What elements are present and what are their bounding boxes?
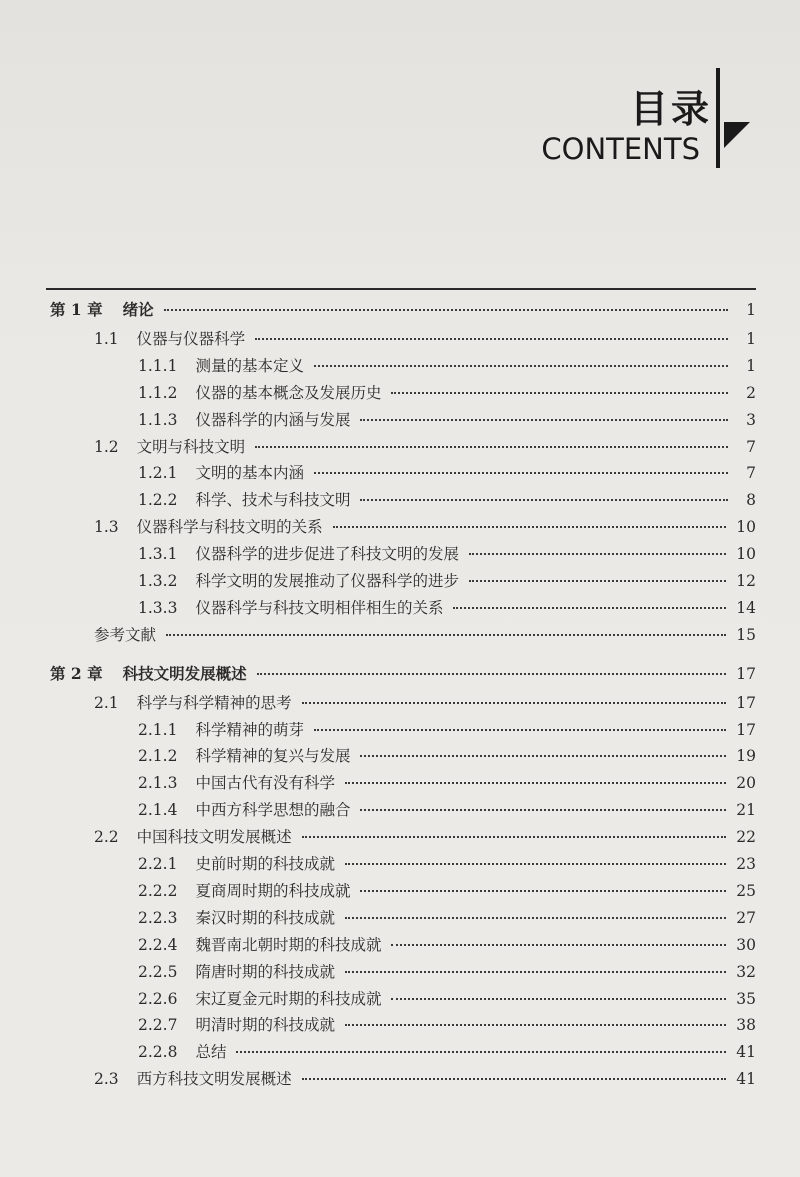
toc-subsection-entry — [138, 718, 756, 740]
toc-page-number: 7 — [746, 464, 756, 483]
toc-dot-leader — [302, 836, 727, 838]
toc-page-number: 21 — [736, 801, 756, 820]
toc-page-number: 17 — [736, 693, 756, 712]
title-vertical-rule — [716, 68, 720, 168]
toc-subsection-entry — [138, 744, 756, 766]
toc-page-number: 22 — [736, 828, 756, 847]
toc-entry-title: 科学、技术与科技文明 — [195, 491, 351, 510]
toc-dot-leader — [360, 755, 726, 757]
toc-dot-leader — [360, 419, 728, 421]
toc-subsection-entry — [138, 906, 756, 928]
toc-dot-leader — [314, 472, 728, 474]
toc-page-number: 30 — [736, 935, 756, 954]
toc-subsection-entry — [138, 569, 756, 591]
toc-page-number: 7 — [746, 437, 756, 456]
toc-dot-leader — [391, 944, 726, 946]
top-rule — [46, 288, 756, 290]
toc-page-number: 14 — [736, 598, 756, 617]
toc-section-entry — [94, 691, 756, 713]
toc-entry-number: 1.3 — [94, 518, 119, 537]
toc-dot-leader — [345, 782, 726, 784]
toc-subsection-entry — [138, 960, 756, 982]
toc-dot-leader — [164, 309, 728, 311]
toc-dot-leader — [469, 580, 726, 582]
toc-dot-leader — [333, 526, 727, 528]
toc-page-number: 23 — [736, 855, 756, 873]
toc-entry-number: 2.2 — [94, 828, 119, 847]
toc-dot-leader — [391, 392, 728, 394]
toc-chapter-entry — [50, 298, 756, 320]
toc-dot-leader — [391, 998, 726, 1000]
toc-page-number: 1 — [746, 329, 756, 348]
toc-entry-title: 测量的基本定义 — [195, 356, 304, 375]
toc-dot-leader — [314, 729, 726, 731]
toc-dot-leader — [236, 1051, 726, 1053]
toc-subsection-entry — [138, 461, 756, 483]
toc-page-number: 38 — [736, 1016, 756, 1035]
toc-entry-number: 1.3.2 — [138, 572, 178, 590]
toc-dot-leader — [255, 338, 728, 340]
toc-entry-number: 2.2.2 — [138, 881, 178, 900]
toc-entry-title: 参考文献 — [94, 625, 157, 644]
toc-dot-leader — [360, 809, 726, 811]
toc-entry-number: 1.1.2 — [138, 383, 178, 402]
toc-page-number: 19 — [736, 747, 756, 766]
toc-entry-title: 仪器科学的进步促进了科技文明的发展 — [195, 545, 459, 564]
toc-chapter-entry — [50, 662, 756, 684]
toc-entry-title: 秦汉时期的科技成就 — [195, 908, 335, 927]
toc-entry-title: 宋辽夏金元时期的科技成就 — [195, 989, 382, 1008]
toc-entry-title: 西方科技文明发展概述 — [136, 1070, 292, 1089]
toc-page-number: 27 — [736, 908, 756, 927]
toc-dot-leader — [469, 553, 726, 555]
toc-entry-number: 第 1 章 — [50, 300, 103, 319]
title-corner-triangle — [724, 122, 750, 148]
toc-subsection-entry — [138, 771, 756, 793]
toc-subsection-entry — [138, 381, 756, 403]
toc-section-entry — [94, 435, 756, 457]
toc-page-number: 8 — [746, 491, 756, 510]
toc-subsection-entry — [138, 987, 756, 1009]
toc-entry-number: 2.2.6 — [138, 989, 178, 1008]
title-chinese: 目录 — [629, 87, 712, 131]
toc-entry-title: 文明的基本内涵 — [195, 464, 304, 483]
toc-page-number: 1 — [746, 301, 756, 319]
toc-entry-title: 文明与科技文明 — [136, 437, 246, 456]
toc-entry-title: 科学与科学精神的思考 — [136, 693, 292, 712]
toc-page-number: 10 — [736, 518, 756, 537]
toc-entry-number: 2.1 — [94, 693, 119, 712]
toc-entry-title: 魏晋南北朝时期的科技成就 — [195, 935, 382, 954]
toc-subsection-entry — [138, 596, 756, 618]
toc-entry-number: 1.2 — [94, 437, 119, 456]
toc-section-entry — [94, 327, 756, 349]
toc-entry-number: 2.3 — [94, 1070, 119, 1089]
toc-dot-leader — [360, 890, 726, 892]
toc-entry-number: 2.2.8 — [138, 1043, 178, 1062]
toc-page-number: 3 — [746, 410, 756, 429]
toc-page-number: 32 — [736, 962, 756, 981]
toc-page-number: 35 — [736, 989, 756, 1008]
toc-entry-title: 夏商周时期的科技成就 — [195, 881, 351, 900]
title-english: CONTENTS — [541, 132, 700, 166]
toc-subsection-entry — [138, 542, 756, 564]
toc-entry-title: 总结 — [195, 1043, 227, 1062]
toc-entry-title: 仪器科学的内涵与发展 — [195, 410, 351, 429]
toc-entry-title: 中国古代有没有科学 — [195, 774, 335, 793]
toc-dot-leader — [345, 917, 726, 919]
toc-section-entry — [94, 1067, 756, 1089]
toc-entry-number: 1.1.1 — [138, 356, 178, 375]
toc-entry-number: 2.1.2 — [138, 747, 178, 766]
toc-entry-title: 绪论 — [122, 300, 154, 319]
toc-dot-leader — [360, 499, 728, 501]
toc-page-number: 2 — [746, 383, 756, 402]
toc-entry-number: 2.1.4 — [138, 801, 178, 820]
toc-section-entry — [94, 825, 756, 847]
toc-entry-title: 中西方科学思想的融合 — [195, 801, 351, 820]
toc-entry-number: 1.3.3 — [138, 598, 178, 617]
toc-subsection-entry — [138, 933, 756, 955]
toc-subsection-entry — [138, 488, 756, 510]
toc-entry-number: 第 2 章 — [50, 663, 103, 683]
toc-entry-title: 科学文明的发展推动了仪器科学的进步 — [195, 572, 459, 590]
toc-entry-number: 2.2.1 — [138, 855, 178, 873]
toc-entry-title: 隋唐时期的科技成就 — [195, 962, 335, 981]
toc-entry-number: 2.2.4 — [138, 935, 178, 954]
toc-dot-leader — [345, 1024, 726, 1026]
toc-subsection-entry — [138, 852, 756, 874]
toc-page-number: 15 — [736, 625, 756, 644]
toc-subsection-entry — [138, 798, 756, 820]
toc-section-entry — [94, 515, 756, 537]
toc-entry-number: 1.2.1 — [138, 464, 178, 483]
toc-entry-number: 1.3.1 — [138, 545, 178, 564]
toc-entry-title: 仪器与仪器科学 — [136, 329, 246, 348]
toc-entry-title: 科学精神的复兴与发展 — [195, 747, 351, 766]
toc-entry-title: 明清时期的科技成就 — [195, 1016, 335, 1035]
toc-entry-number: 1.1 — [94, 329, 119, 348]
toc-entry-title: 仪器科学与科技文明的关系 — [136, 518, 323, 537]
toc-dot-leader — [302, 702, 727, 704]
toc-page-number: 20 — [736, 774, 756, 793]
toc-entry-number: 1.2.2 — [138, 491, 178, 510]
toc-subsection-entry — [138, 1013, 756, 1035]
toc-entry-title: 仪器科学与科技文明相伴相生的关系 — [195, 598, 444, 617]
toc-entry-title: 科学精神的萌芽 — [195, 720, 304, 739]
toc-dot-leader — [314, 365, 728, 367]
toc-section-entry — [94, 623, 756, 645]
toc-page-number: 10 — [736, 545, 756, 564]
toc-entry-title: 仪器的基本概念及发展历史 — [195, 383, 382, 402]
toc-dot-leader — [255, 446, 728, 448]
toc-entry-title: 史前时期的科技成就 — [195, 855, 335, 873]
contents-title-block — [520, 60, 770, 180]
toc-dot-leader — [345, 971, 726, 973]
toc-dot-leader — [166, 634, 726, 636]
toc-page-number: 41 — [736, 1070, 756, 1089]
toc-subsection-entry — [138, 879, 756, 901]
toc-entry-number: 2.1.3 — [138, 774, 178, 793]
toc-dot-leader — [345, 863, 726, 865]
toc-entry-number: 1.1.3 — [138, 410, 178, 429]
toc-page-number: 17 — [736, 664, 756, 683]
toc-entry-title: 中国科技文明发展概述 — [136, 828, 292, 847]
toc-subsection-entry — [138, 408, 756, 430]
toc-dot-leader — [302, 1078, 727, 1080]
toc-page-number: 1 — [746, 356, 756, 375]
toc-subsection-entry — [138, 1040, 756, 1062]
toc-page-number: 17 — [736, 720, 756, 739]
toc-page-number: 41 — [736, 1043, 756, 1062]
toc-entry-number: 2.1.1 — [138, 720, 178, 739]
toc-entry-title: 科技文明发展概述 — [122, 663, 247, 683]
toc-subsection-entry — [138, 354, 756, 376]
toc-page-number: 25 — [736, 881, 756, 900]
toc-entry-number: 2.2.7 — [138, 1016, 178, 1035]
toc-dot-leader — [257, 673, 727, 675]
toc-entry-number: 2.2.3 — [138, 908, 178, 927]
toc-page-number: 12 — [736, 572, 756, 590]
toc-dot-leader — [453, 607, 726, 609]
toc-entry-number: 2.2.5 — [138, 962, 178, 981]
